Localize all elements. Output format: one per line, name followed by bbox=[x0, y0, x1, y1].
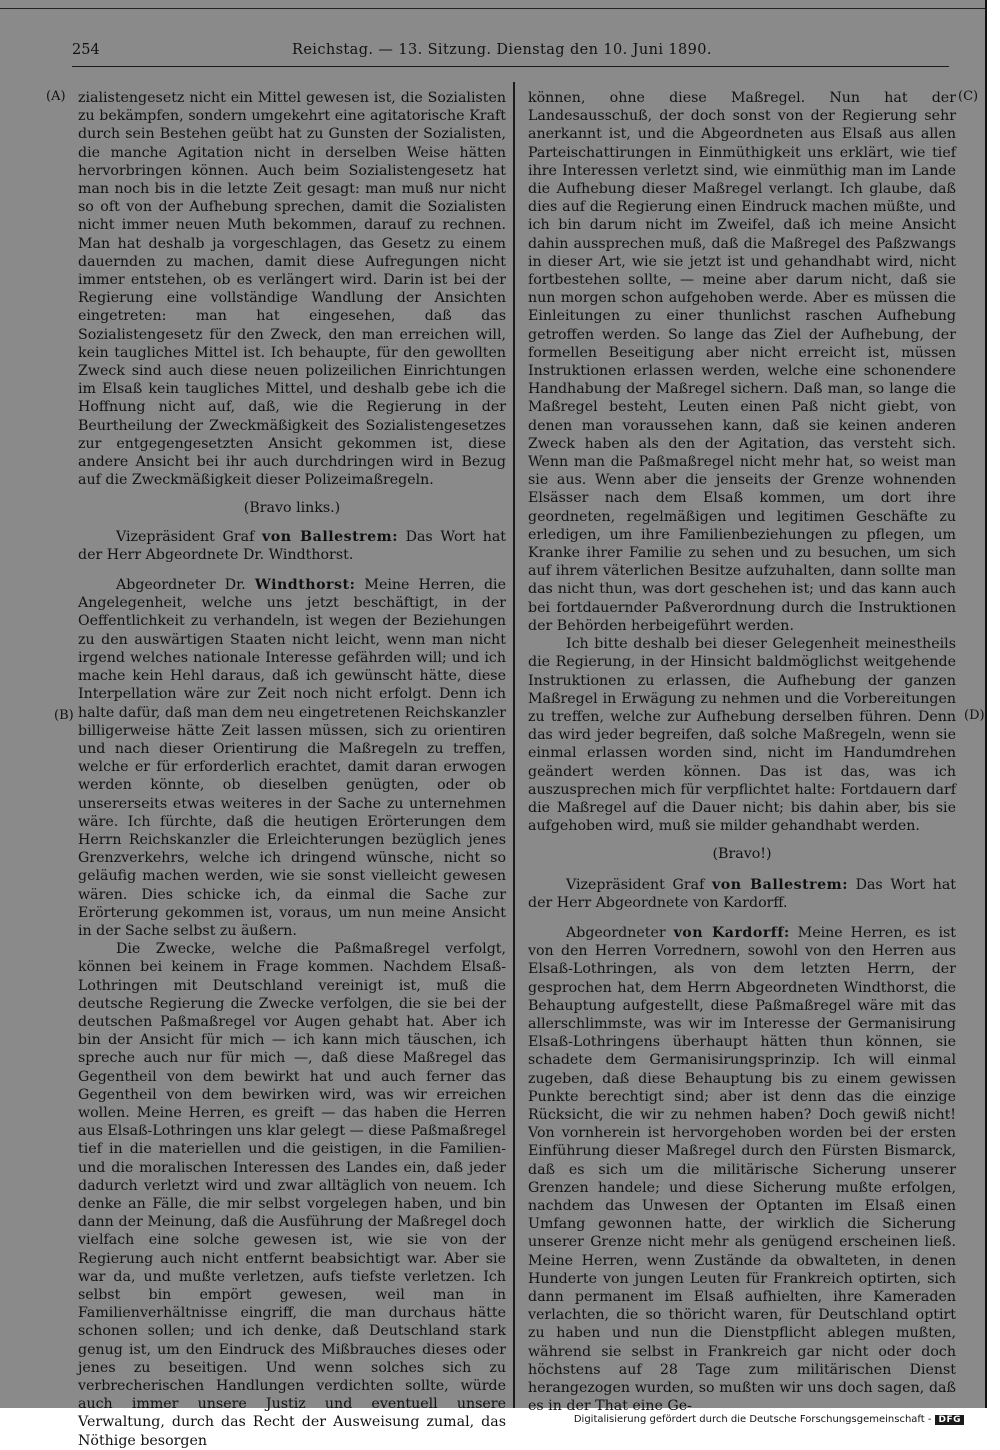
speaker-text: Meine Herren, es ist von den Herren Vorrednern, sowohl von den Herren aus Elsaß-Lothringen, als von dem letzten Herrn, der gesprochen hat, dem Herrn Abgeordneten Windthorst, die Behauptung aufgestellt, diese Paßmaßregel wäre mit das allerschlimmste, was wir im Interesse der Germanisirung Elsaß-Lothringens überhaupt hätten thun können, sie schadete dem Germanisirungsprinzip. Ich will einmal zugeben, daß diese Behauptung bis zu einem gewissen Punkte berechtigt sind; aber ist denn das die einzige Rücksicht, die wir zu nehmen haben? Doch gewiß nicht! Von vornherein ist hervorgehoben worden bei der ersten Einführung dieser Maßregel durch den Fürsten Bismarck, daß es sich um die militärische Sicherung unserer Grenzen handele; und diese Sicherung mußte erfolgen, nachdem das Unwesen der Optanten im Elsaß einen Umfang gewonnen hatte, der wirklich die Sicherung unserer Grenze nicht mehr als genügend erscheinen ließ. Meine Herren, wenn Zustände da obwalteten, in denen Hunderte von jungen Leuten für Frankreich optirten, sich dann permanent im Elsaß aufhielten, ihre Kameraden verlachten, die so thöricht waren, für Deutschland optirt zu haben und nun die Dienstpflicht ablegen mußten, während sie selbst in Frankreich gar nicht oder doch höchstens auf 28 Tage zum militärischen Dienst herangezogen wurden, so mußten wir uns doch sagen, daß es in der That eine Ge- bbox=[528, 924, 957, 1415]
top-edge-line bbox=[0, 8, 987, 9]
left-paragraph-zwecke: Die Zwecke, welche die Paßmaßregel verfolgt, können bei keinem in Frage kommen. Nachdem Elsaß-Lothringen mit Deutschland vereinigt ist, muß die deutsche Regierung die Zwecke verfolgen, die sie bei der deutschen Paßmaßregel vor Augen gehabt hat. Aber ich bin der Ansicht für mich — ich kann mich täuschen, ich spreche auch nur für mich —, daß diese Maßregel das Gegentheil von dem bewirkt hat und auch ferner das Gegentheil von dem bewirken wird, was wir erreichen wollen. Meine Herren, es greift — das haben die Herren aus Elsaß-Lothringen uns klar gelegt — diese Paßmaßregel tief in die materiellen und die geistigen, in die Familien- und die moralischen Interessen des Landes ein, daß jeder dadurch verletzt wird und zwar alltäglich von neuem. Ich denke an Fälle, die mir selbst vorgelegen haben, und bin dann der Meinung, daß die Ausführung der Maßregel doch vielfach eine solche gewesen ist, wie sie von der Regierung auch nicht entfernt beabsichtigt war. Aber sie war da, und mußte verletzen, aufs tiefste verletzen. Ich selbst bin empört gewesen, weil man in Familienverhältnisse eingriff, die man durchaus hätte schonen sollen; und ich denke, daß Deutschland stark genug ist, um den Eindruck des Mißbrauches dieses oder jenes zu beseitigen. Und wenn solches sich zu verbrecherischen Handlungen verdichten sollte, würde auch immer unsere Justiz und eventuell unsere Verwaltung, durch das Recht der Ausweisung zumal, das Nöthige besorgen bbox=[78, 941, 506, 1449]
speaker-role: Abgeordneter bbox=[566, 924, 674, 941]
left-speaker-1 bbox=[78, 528, 506, 564]
page-number: 254 bbox=[72, 42, 100, 58]
left-paragraph-1: zialistengesetz nicht ein Mittel gewesen ist, die Sozialisten zu bekämpfen, sondern umgekehrt eine agitatorische Kraft durch sein Bestehen geübt hat zu Gunsten der Sozialisten, die manche Agitation nicht in derselben Weise hätten hervorbringen können. Auch beim Sozialistengesetz hat man noch bis in die letzte Zeit gesagt: man muß nur nicht so oft von der Aufhebung sprechen, damit die Sozialisten nicht immer neuen Muth bekommen, darauf zu rechnen. Man hat deshalb ja vorgeschlagen, das Gesetz zu einem dauernden zu machen, damit diese Aufregungen nicht immer entstehen, ob es verlängert wird. Darin ist bei der Regierung eine vollständige Wandlung der Ansichten eingetreten: man hat eingesehen, daß das Sozialistengesetz für den Zweck, den man erreichen will, kein taugliches Mittel ist. Ich behaupte, für den gewollten Zweck sind auch diese neuen polizeilichen Einrichtungen im Elsaß kein taugliches Mittel, und deshalb gebe ich die Hoffnung nicht auf, daß, wie die Regierung in der Beurtheilung der Zweckmäßigkeit des Sozialistengesetzes zur entgegengesetzten Ansicht gekommen ist, diese andere Ansicht bei ihr auch durchdringen wird in Bezug auf die Zweckmäßigkeit dieser Polizeimaßregeln. bbox=[78, 90, 506, 489]
right-applause: (Bravo!) bbox=[712, 846, 772, 863]
left-speaker-2 bbox=[78, 576, 506, 940]
margin-mark-c: (C) bbox=[958, 89, 979, 104]
margin-mark-a: (A) bbox=[46, 89, 66, 104]
right-paragraph-1: können, ohne diese Maßregel. Nun hat der Landesausschuß, der doch sonst von der Regierung sehr anerkannt ist, und die Abgeordneten aus Elsaß aus allen Parteischattirungen in Einmüthigkeit uns erklärt, wie tief ihre Interessen verletzt sind, wie einmüthig man im Lande die Aufhebung dieser Maßregel verlangt. Ich glaube, daß dies auf die Regierung einen Eindruck machen müßte, und ich bin darum nicht im Zweifel, daß ich meine Ansicht dahin aussprechen muß, daß die Maßregel des Paßzwangs in dieser Art, wie sie jetzt ist und gehandhabt wird, nicht fortbestehen sollte, — meine aber darum nicht, daß sie nun morgen schon aufgehoben werde. Aber es müssen die Einleitungen zu einer thunlichst raschen Aufhebung getroffen werden. So lange das Ziel der Aufhebung, der formellen Beseitigung aber nicht erreicht ist, müssen Instruktionen erlassen werden, welche eine schonendere Handhabung der Maßregel sichern. Daß man, so lange die Maßregel besteht, Leuten einen Paß nicht giebt, von denen man voraussehen kann, daß sie keinen anderen Zweck haben als den der Agitation, das versteht sich. Wenn man die Paßmaßregel nicht mehr hat, so weist man sie aus. Wenn aber die jenseits der Grenze wohnenden Elsässer nach dem Elsaß kommen, um dort ihre geordneten, regelmäßigen und legitimen Geschäfte zu erledigen, um ihre Familienbeziehungen zu pflegen, um Kranke ihrer Familie zu sehen und zu besuchen, um sich auf ihrem väterlichen Besitze aufzuhalten, dann sollte man das nicht thun, was dort geschehen ist; und das kann auch bei fortdauernder Paßverordnung durch die Instruktionen der Behörden herbeigeführt werden. bbox=[528, 90, 956, 634]
page-edge bbox=[985, 0, 1000, 1408]
right-column bbox=[528, 89, 956, 1415]
speaker-name: Windthorst: bbox=[254, 577, 356, 594]
footer-credit bbox=[574, 1414, 964, 1425]
column-divider bbox=[513, 82, 515, 1408]
dfg-logo-icon: DFG bbox=[935, 1415, 964, 1425]
speaker-role: Abgeordneter Dr. bbox=[116, 577, 255, 594]
speaker-name: von Ballestrem: bbox=[262, 528, 398, 545]
running-title: Reichstag. — 13. Sitzung. Dienstag den 10. Juni 1890. bbox=[292, 42, 712, 58]
right-speaker-1 bbox=[528, 876, 956, 912]
right-speaker-2 bbox=[528, 924, 956, 1415]
left-applause: (Bravo links.) bbox=[243, 500, 341, 517]
speaker-role: Vizepräsident Graf bbox=[116, 528, 263, 545]
speaker-text: Meine Herren, die Angelegenheit, welche uns jetzt beschäftigt, in der Oeffentlichkeit zu verhandeln, ist wegen der Beziehungen zu den auswärtigen Staaten nicht leicht, wenn man nicht irgend welches nationale Interesse gefährden will; und ich mache kein Hehl daraus, daß ich gewünscht hätte, diese Interpellation wäre zur Zeit noch nicht erfolgt. Denn ich halte dafür, daß man dem neu eingetretenen Reichskanzler billigerweise hätte Zeit lassen müssen, sich zu orientiren und nach dieser Orientirung die Maßregeln zu treffen, welche er für erforderlich erachtet, damit daran erwogen werden könnte, ob dieselben genügten, oder ob unsererseits etwas weiteres in der Sache zu unternehmen wäre. Ich fürchte, daß die heutigen Erörterungen dem Herrn Reichskanzler die Erleichterungen bezüglich jenes Grenzverkehrs, welche ich dringend wünsche, nicht so geläufig machen werden, wie sie sonst vielleicht gewesen wären. Dies schicke ich, da einmal die Sache zur Erörterung gekommen ist, voraus, um nun meine Ansicht in der Sache selbst zu äußern. bbox=[78, 577, 506, 939]
margin-mark-d: (D) bbox=[964, 708, 985, 723]
margin-mark-b: (B) bbox=[54, 708, 74, 723]
speaker-name: von Ballestrem: bbox=[712, 876, 848, 893]
speaker-text: Das Wort hat der Herr Abgeordnete Dr. Windthorst. bbox=[78, 528, 506, 563]
speaker-text: Das Wort hat der Herr Abgeordnete von Kardorff. bbox=[528, 876, 956, 911]
footer-text: Digitalisierung gefördert durch die Deutsche Forschungsgemeinschaft - bbox=[573, 1414, 932, 1425]
right-paragraph-2: Ich bitte deshalb bei dieser Gelegenheit meinestheils die Regierung, in der Hinsicht baldmöglichst weitgehende Instruktionen zu erlassen, die Aufhebung der ganzen Maßregel in Erwägung zu nehmen und die Vorbereitungen zu treffen, welche zur Aufhebung derselben führen. Denn das wird jeder begreifen, daß solche Maßregeln, wenn sie einmal erlassen worden sind, nicht im Handumdrehen geändert werden können. Das ist das, was ich auszusprechen mich für verpflichtet halte: Fortdauern darf die Maßregel auf die Dauer nicht; bis dahin aber, bis sie aufgehoben wird, muß sie milder gehandhabt werden. bbox=[528, 636, 956, 835]
page-header bbox=[72, 42, 949, 67]
left-column bbox=[78, 89, 506, 1450]
speaker-name: von Kardorff: bbox=[673, 924, 790, 941]
speaker-role: Vizepräsident Graf bbox=[566, 876, 713, 893]
